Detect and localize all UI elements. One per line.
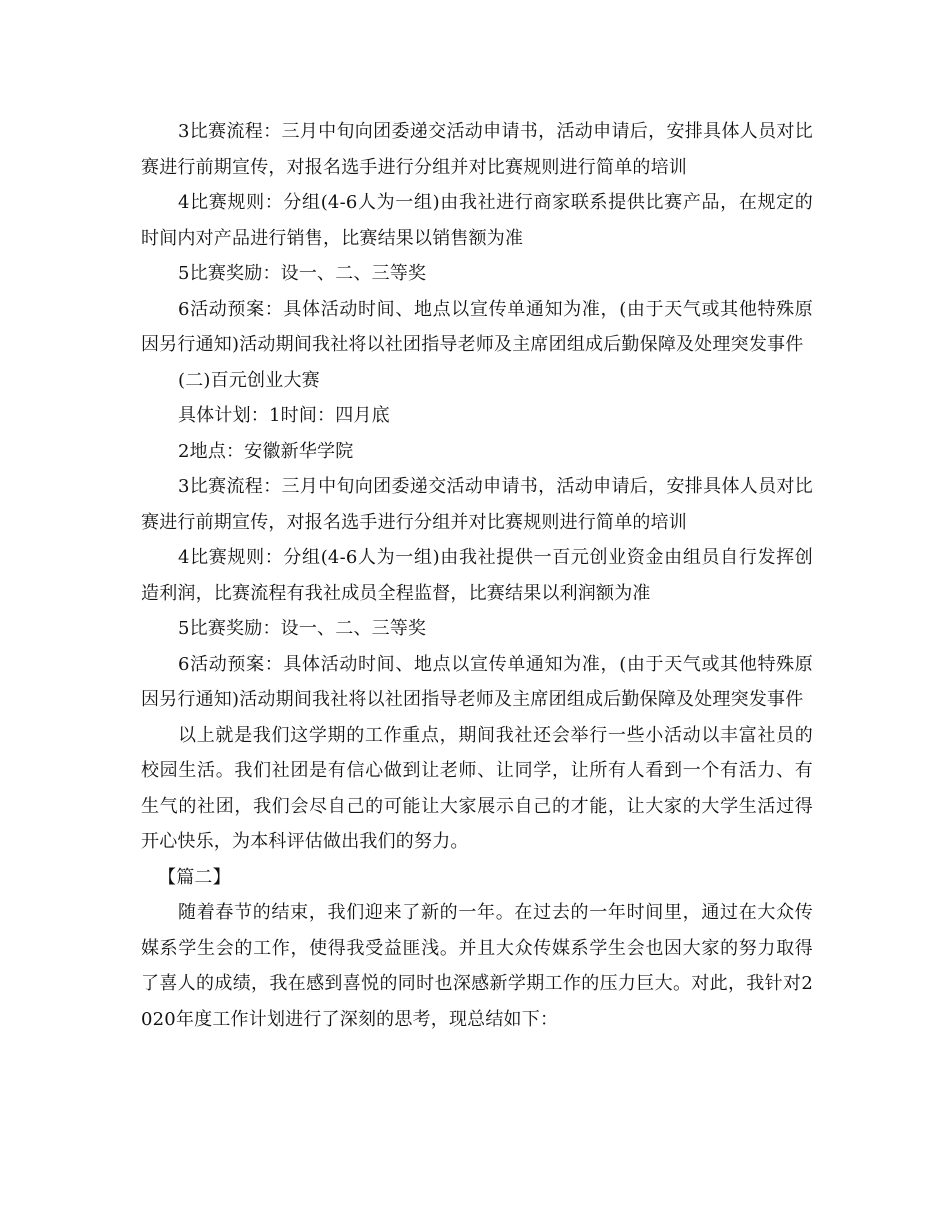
paragraph-new-year-plan: 随着春节的结束，我们迎来了新的一年。在过去的一年时间里，通过在大众传媒系学生会的工作，使得我受益匪浅。并且大众传媒系学生会也因大家的努力取得了喜人的成绩，我在感到喜悦的同时也深感新学期工作的压力巨大。对此，我针对2020年度工作计划进行了深刻的思考，现总结如下： [141,902,813,1030]
paragraph-plan-time: 具体计划：1时间：四月底 [178,405,390,426]
section-heading-startup-contest: (二)百元创业大赛 [178,369,320,391]
paragraph-plan-location: 2地点：安徽新华学院 [178,440,354,462]
paragraph-competition-process-2: 3比赛流程：三月中旬向团委递交活动申请书，活动申请后，安排具体人员对比赛进行前期宣传，对报名选手进行分组并对比赛规则进行简单的培训 [141,476,813,533]
paragraph-competition-process: 3比赛流程：三月中旬向团委递交活动申请书，活动申请后，安排具体人员对比赛进行前期宣传，对报名选手进行分组并对比赛规则进行简单的培训 [141,121,813,178]
paragraph-competition-awards: 5比赛奖励：设一、二、三等奖 [178,263,427,284]
paragraph-competition-rules: 4比赛规则：分组(4-6人为一组)由我社进行商家联系提供比赛产品，在规定的时间内对产品进行销售，比赛结果以销售额为准 [141,192,813,249]
paragraph-summary: 以上就是我们这学期的工作重点，期间我社还会举行一些小活动以丰富社员的校园生活。我们社团是有信心做到让老师、让同学，让所有人看到一个有活力、有生气的社团，我们会尽自己的可能让大家展示自己的才能，让大家的大学生活过得开心快乐，为本科评估做出我们的努力。 [141,724,813,852]
section-heading-part-two: 【篇二】 [158,866,231,888]
paragraph-contingency-plan-2: 6活动预案：具体活动时间、地点以宣传单通知为准，(由于天气或其他特殊原因另行通知)活动期间我社将以社团指导老师及主席团组成后勤保障及处理突发事件 [141,653,813,710]
paragraph-contingency-plan: 6活动预案：具体活动时间、地点以宣传单通知为准，(由于天气或其他特殊原因另行通知)活动期间我社将以社团指导老师及主席团组成后勤保障及处理突发事件 [141,298,813,355]
document-body [141,114,813,1037]
paragraph-competition-rules-2: 4比赛规则：分组(4-6人为一组)由我社提供一百元创业资金由组员自行发挥创造利润，比赛流程有我社成员全程监督，比赛结果以利润额为准 [141,547,813,604]
paragraph-competition-awards-2: 5比赛奖励：设一、二、三等奖 [178,618,427,639]
